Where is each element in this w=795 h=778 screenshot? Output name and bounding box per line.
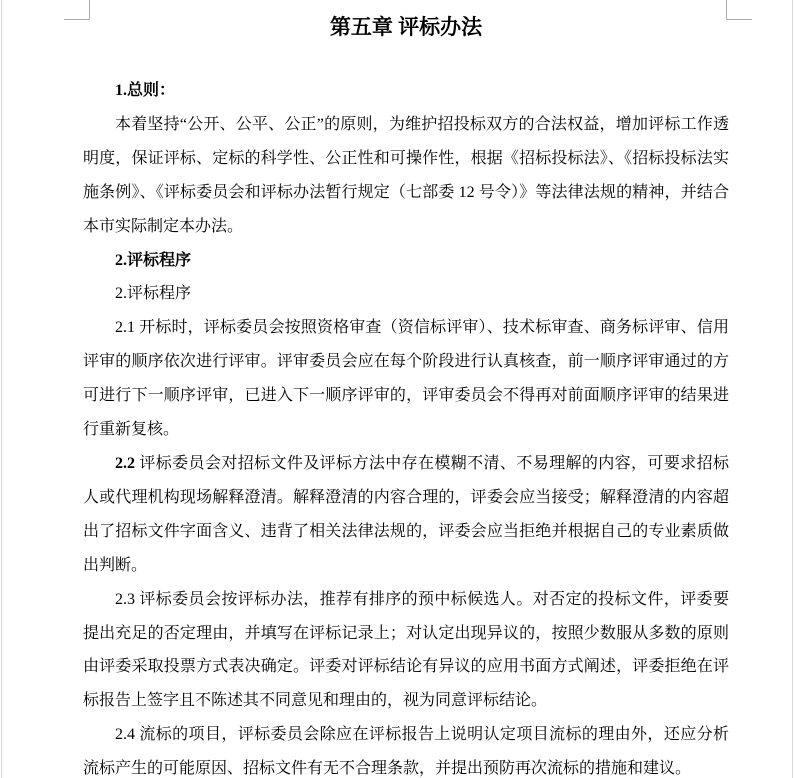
body-paragraph[interactable]: 2.评标程序 — [115, 285, 192, 303]
page-edge-left — [1, 0, 2, 778]
page-edge-right — [792, 0, 793, 778]
body-paragraph[interactable]: 本着坚持“公开、公平、公正”的原则，为维护招投标双方的合法权益，增加评标工作透明度，保证评标、定标的科学性、公正性和可操作性，根据《招标投标法》、《招标投标法实施条例》、《评标委员会和评标办法暂行规定（七部委 12 号令）》等法律法规的精神，并结合本市实际制定本办法。 — [83, 115, 729, 235]
document-body[interactable] — [83, 0, 729, 778]
heading-paragraph[interactable]: 2.评标程序 — [115, 251, 192, 269]
body-paragraph[interactable]: 2.4 流标的项目，评标委员会除应在评标报告上说明认定项目流标的理由外，还应分析流标产生的可能原因、招标文件有无不合理条款，并提出预防再次流标的措施和建议。 — [83, 726, 729, 778]
body-paragraph[interactable]: 2.3 评标委员会按评标办法，推荐有排序的预中标候选人。对否定的投标文件，评委要提出充足的否定理由，并填写在评标记录上；对认定出现异议的，按照少数服从多数的原则由评委采取投票方式表决确定。评委对评标结论有异议的应用书面方式阐述，评委拒绝在评标报告上签字且不陈述其不同意见和理由的，视为同意评标结论。 — [83, 590, 729, 710]
body-paragraph[interactable]: 2.2 评标委员会对招标文件及评标方法中存在模糊不清、不易理解的内容，可要求招标人或代理机构现场解释澄清。解释澄清的内容合理的，评委会应当接受；解释澄清的内容超出了招标文件字面含义、违背了相关法律法规的，评委会应当拒绝并根据自己的专业素质做出判断。 — [83, 454, 729, 574]
text-boundary-mark-top-right — [726, 0, 752, 20]
heading-paragraph[interactable]: 1.总则： — [115, 82, 176, 99]
clause-number-bold: 2.2 — [115, 454, 135, 472]
paragraph-list — [83, 74, 729, 778]
body-paragraph[interactable]: 2.1 开标时，评标委员会按照资格审查（资信标评审）、技术标审查、商务标评审、信用评审的顺序依次进行评审。评审委员会应在每个阶段进行认真核查，前一顺序评审通过的方可进行下一顺序评审，已进入下一顺序评审的，评审委员会不得再对前面顺序评审的结果进行重新复核。 — [83, 319, 729, 439]
document-title[interactable]: 第五章 评标办法 — [329, 15, 483, 39]
